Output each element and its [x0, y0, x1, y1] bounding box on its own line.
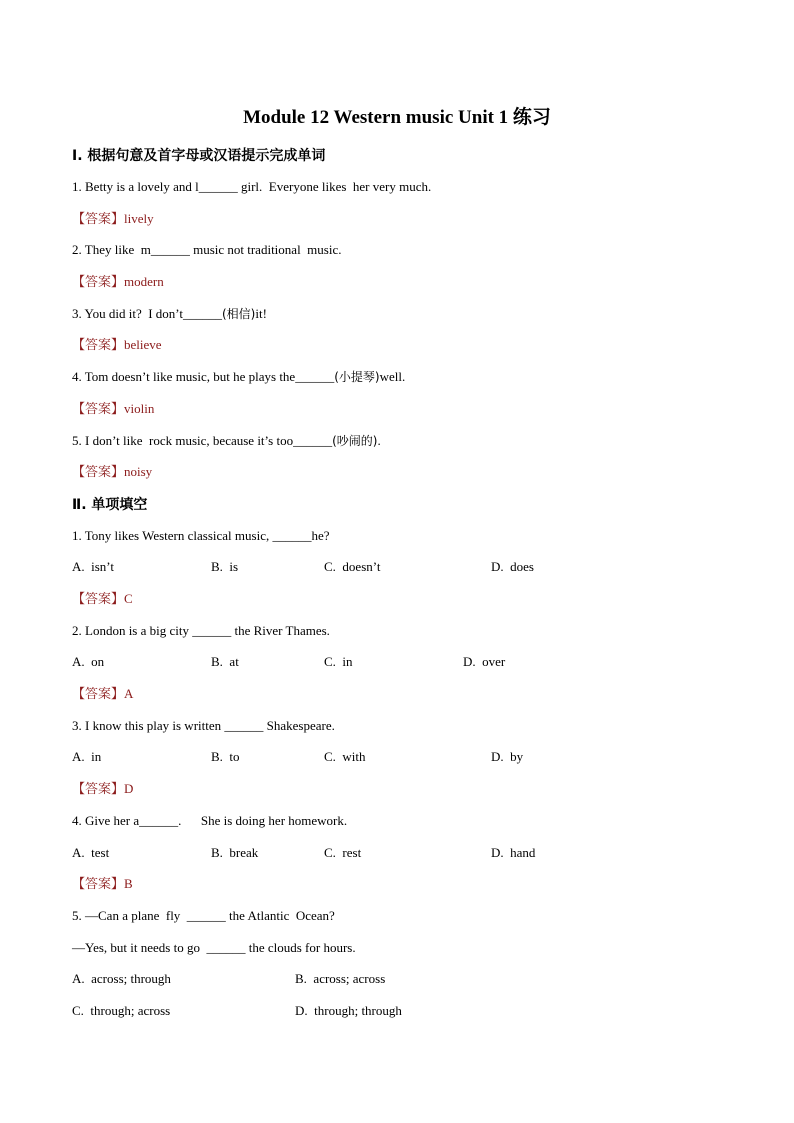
answer-value: D [124, 781, 134, 796]
answer-value: C [124, 591, 133, 606]
answer-line [72, 274, 164, 291]
answer-line [72, 781, 133, 798]
answer-value: modern [124, 274, 164, 289]
answer-tag: 【答案】 [72, 877, 125, 892]
answer-tag: 【答案】 [72, 338, 125, 353]
question-before: 3. You did it? I don’t______ [72, 306, 222, 321]
option-d: D. does [491, 559, 534, 574]
answer-tag: 【答案】 [72, 275, 125, 290]
option-d: D. through; through [295, 1003, 402, 1018]
answer-line [72, 337, 162, 354]
option-a: A. in [72, 749, 102, 764]
question-text: 5. —Can a plane fly ______ the Atlantic Ocean? [72, 908, 335, 923]
question-text: 1. Tony likes Western classical music, ______he? [72, 528, 330, 543]
option-d: D. by [491, 749, 524, 764]
answer-line [72, 211, 154, 228]
section-1-heading: Ⅰ. 根据句意及首字母或汉语提示完成单词 [72, 148, 326, 164]
answer-value: lively [124, 211, 154, 226]
option-c: C. with [324, 749, 366, 764]
question-hint: (吵闹的) [332, 434, 378, 448]
answer-tag: 【答案】 [72, 402, 125, 417]
option-b: B. at [211, 654, 239, 669]
option-c: C. in [324, 654, 353, 669]
answer-value: believe [124, 337, 162, 352]
option-c: C. rest [324, 845, 362, 860]
option-d: D. hand [491, 845, 536, 860]
question-text: 3. I know this play is written ______ Shakespeare. [72, 718, 335, 733]
answer-line [72, 464, 152, 481]
option-a: A. across; through [72, 971, 171, 986]
question-text: 2. London is a big city ______ the River Thames. [72, 623, 330, 638]
option-c: C. through; across [72, 1003, 171, 1018]
answer-value: noisy [124, 464, 153, 479]
answer-value: violin [124, 401, 155, 416]
answer-tag: 【答案】 [72, 687, 125, 702]
question-hint: (小提琴) [334, 370, 380, 384]
question-before: 4. Tom doesn’t like music, but he plays the______ [72, 369, 335, 384]
question-text: 2. They like m______ music not traditional music. [72, 242, 342, 257]
option-c: C. doesn’t [324, 559, 381, 574]
option-b: B. across; across [295, 971, 386, 986]
answer-line [72, 876, 133, 893]
answer-tag: 【答案】 [72, 465, 125, 480]
question-text: 4. Give her a______. She is doing her homework. [72, 813, 348, 828]
question-after: . [377, 433, 381, 448]
answer-tag: 【答案】 [72, 782, 125, 797]
answer-line [72, 591, 133, 608]
question-hint: (相信) [222, 307, 256, 321]
question-text [72, 369, 405, 385]
answer-line [72, 401, 154, 418]
answer-value: B [124, 876, 133, 891]
answer-tag: 【答案】 [72, 212, 125, 227]
option-b: B. break [211, 845, 259, 860]
answer-line [72, 686, 133, 703]
answer-tag: 【答案】 [72, 592, 125, 607]
page-title: Module 12 Western music Unit 1 练习 [243, 107, 551, 128]
question-text [72, 433, 381, 449]
question-after: well. [379, 369, 406, 384]
question-text: 1. Betty is a lovely and l______ girl. Everyone likes her very much. [72, 179, 432, 194]
option-a: A. test [72, 845, 110, 860]
option-a: A. on [72, 654, 105, 669]
option-d: D. over [463, 654, 506, 669]
section-2-heading: Ⅱ. 单项填空 [72, 497, 148, 513]
option-a: A. isn’t [72, 559, 115, 574]
question-before: 5. I don’t like rock music, because it’s too______ [72, 433, 333, 448]
question-text [72, 306, 267, 322]
question-after: it! [255, 306, 267, 321]
option-b: B. to [211, 749, 240, 764]
answer-value: A [124, 686, 134, 701]
question-text-reply: —Yes, but it needs to go ______ the clouds for hours. [72, 940, 356, 955]
option-b: B. is [211, 559, 239, 574]
